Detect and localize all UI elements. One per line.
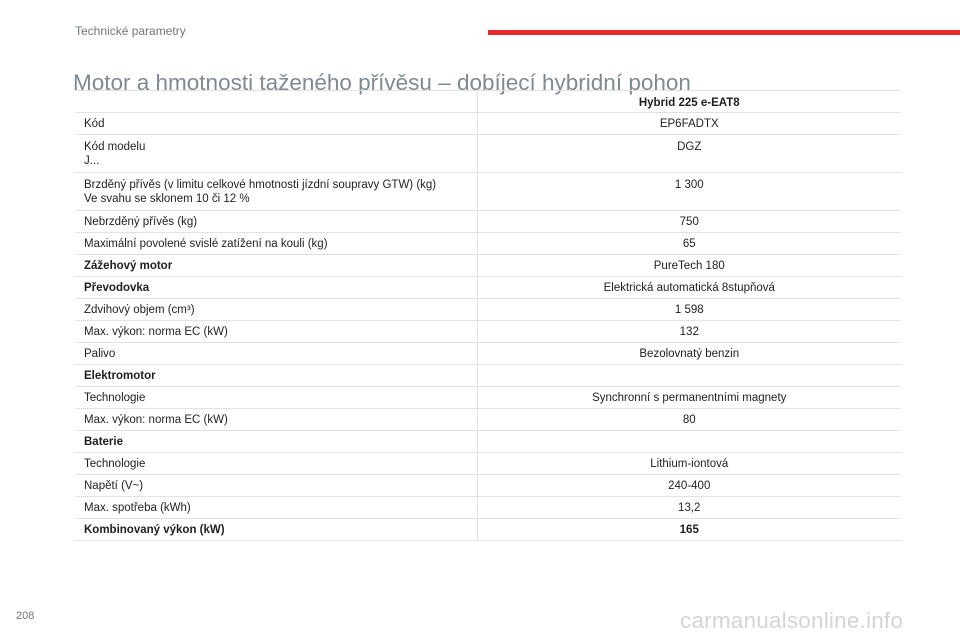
row-value: Bezolovnatý benzin <box>477 343 901 365</box>
table-column-header: Hybrid 225 e-EAT8 <box>477 91 901 113</box>
row-value: 65 <box>477 233 901 255</box>
watermark: carmanualsonline.info <box>680 608 904 633</box>
section-label: Technické parametry <box>75 24 186 38</box>
header-accent-bar <box>488 30 960 35</box>
spec-table <box>75 90 901 541</box>
row-value: DGZ <box>477 135 901 173</box>
table-header-empty-cell <box>75 91 477 113</box>
row-label: Max. výkon: norma EC (kW) <box>75 321 477 343</box>
table-row <box>75 321 901 343</box>
row-value: EP6FADTX <box>477 113 901 135</box>
row-label: Technologie <box>75 387 477 409</box>
row-value: Elektrická automatická 8stupňová <box>477 277 901 299</box>
row-label: Nebrzděný přívěs (kg) <box>75 211 477 233</box>
row-label: Elektromotor <box>75 365 477 387</box>
table-row <box>75 453 901 475</box>
row-label: Technologie <box>75 453 477 475</box>
page-title: Motor a hmotnosti taženého přívěsu – dobíjecí hybridní pohon <box>73 70 691 96</box>
row-value: 240-400 <box>477 475 901 497</box>
row-label: Převodovka <box>75 277 477 299</box>
table-row <box>75 299 901 321</box>
row-value: Synchronní s permanentními magnety <box>477 387 901 409</box>
row-value: 80 <box>477 409 901 431</box>
row-value: PureTech 180 <box>477 255 901 277</box>
row-label <box>75 135 477 173</box>
row-value: 1 598 <box>477 299 901 321</box>
table-header-row <box>75 91 901 113</box>
row-label: Palivo <box>75 343 477 365</box>
row-value: 1 300 <box>477 173 901 211</box>
table-row <box>75 277 901 299</box>
row-label: Napětí (V~) <box>75 475 477 497</box>
row-label-line2: Ve svahu se sklonem 10 či 12 % <box>84 193 250 205</box>
row-value: 750 <box>477 211 901 233</box>
table-row <box>75 475 901 497</box>
row-value <box>477 431 901 453</box>
row-value: 165 <box>477 519 901 541</box>
page-number: 208 <box>16 610 35 622</box>
row-value <box>477 365 901 387</box>
table-row <box>75 173 901 211</box>
row-label: Zážehový motor <box>75 255 477 277</box>
row-label: Kód <box>75 113 477 135</box>
table-row <box>75 233 901 255</box>
table-row <box>75 387 901 409</box>
table-row <box>75 343 901 365</box>
table-row <box>75 255 901 277</box>
row-label-line1: Brzděný přívěs (v limitu celkové hmotnosti jízdní soupravy GTW) (kg) <box>84 179 437 191</box>
row-label-line2: J... <box>84 155 100 167</box>
row-label: Kombinovaný výkon (kW) <box>75 519 477 541</box>
row-value: 13,2 <box>477 497 901 519</box>
table-row <box>75 409 901 431</box>
row-label-line1: Kód modelu <box>84 141 146 153</box>
table-row <box>75 431 901 453</box>
table-row <box>75 519 901 541</box>
table-row <box>75 113 901 135</box>
row-value: Lithium-iontová <box>477 453 901 475</box>
row-label: Max. výkon: norma EC (kW) <box>75 409 477 431</box>
row-label: Baterie <box>75 431 477 453</box>
row-label: Zdvihový objem (cm³) <box>75 299 477 321</box>
table-row <box>75 365 901 387</box>
table-row <box>75 211 901 233</box>
row-label: Max. spotřeba (kWh) <box>75 497 477 519</box>
row-label <box>75 173 477 211</box>
table-row <box>75 497 901 519</box>
row-label: Maximální povolené svislé zatížení na kouli (kg) <box>75 233 477 255</box>
table-row <box>75 135 901 173</box>
row-value: 132 <box>477 321 901 343</box>
